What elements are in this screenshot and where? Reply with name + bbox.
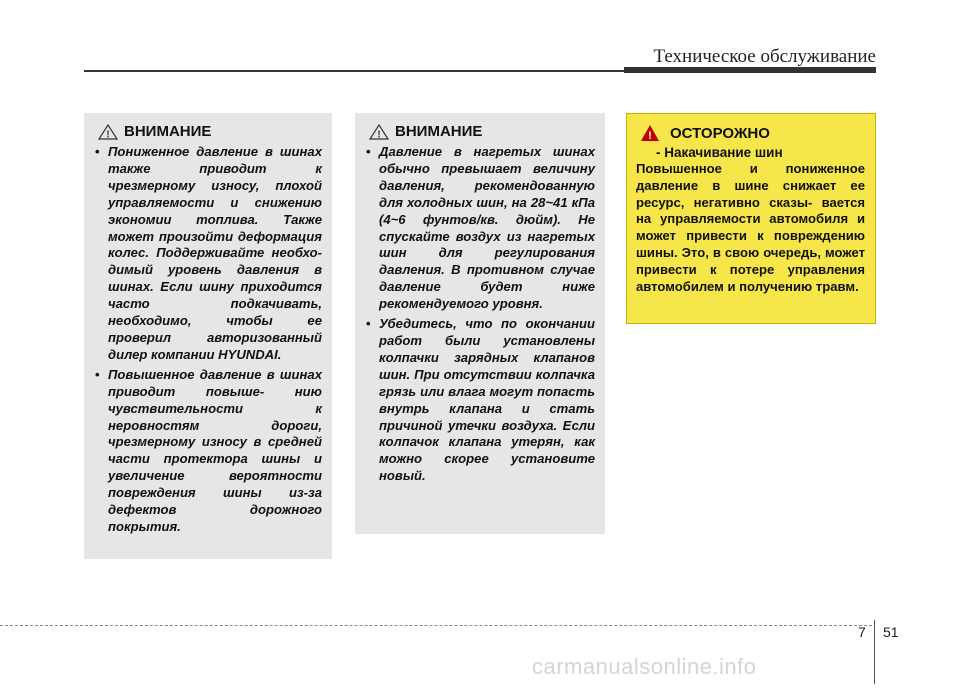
- warning-heading: [98, 123, 322, 140]
- caution-body: Повышенное и пониженное давление в шине снижает ее ресурс, негативно сказы- вается на управляемости автомобиля и может привести к повреждению шины. Это, в свою очередь, может привести к потере управления автомобилем и получению травм.: [636, 161, 865, 294]
- list-item: • Убедитесь, что по окончании работ были установлены колпачки зарядных клапанов шин. При отсутствии колпачка грязь или влага могут попасть внутрь клапана и стать причиной утечки воздуха. Если колпачок клапана утерян, как можно скорее установите новый.: [366, 316, 595, 485]
- page-number: 51: [883, 624, 899, 640]
- watermark-text: carmanualsonline.info: [532, 654, 757, 679]
- caution-subheading: - Накачивание шин: [656, 145, 783, 160]
- warning-heading-text: ВНИМАНИЕ: [395, 123, 483, 140]
- warning-box-hot-tires: [355, 113, 605, 534]
- warning-box-underinflation: [84, 113, 332, 559]
- warning-triangle-icon: [98, 124, 118, 140]
- warning-list: [95, 144, 322, 536]
- header-rule-thick: [624, 67, 876, 73]
- footer-rule: [0, 625, 872, 626]
- warning-heading: [369, 123, 595, 140]
- warning-heading-text: ВНИМАНИЕ: [124, 123, 212, 140]
- chapter-number: 7: [858, 624, 866, 640]
- page-header-title: Техническое обслуживание: [653, 46, 876, 67]
- caution-heading: [640, 124, 865, 142]
- svg-text:!: !: [377, 129, 381, 140]
- list-item: • Повышенное давление в шинах приводит повыше- нию чувствительности к неровностям дороги, чрезмерному износу в средней части протектора шины и увеличение вероятности повреждения шины из-за дефектов дорожного покрытия.: [95, 367, 322, 536]
- list-item: • Давление в нагретых шинах обычно превышает величину давления, рекомендованную для холодных шин, на 28~41 кПа (4~6 фунтов/кв. дюйм). Не спускайте воздух из нагретых шин для регулирования давления. В противном случае давление будет ниже рекомендуемого уровня.: [366, 144, 595, 313]
- warning-list: [366, 144, 595, 485]
- footer-separator: [874, 620, 875, 684]
- caution-triangle-icon: [640, 124, 660, 142]
- caution-heading-text: ОСТОРОЖНО: [670, 124, 770, 142]
- list-item: • Пониженное давление в шинах также приводит к чрезмерному износу, плохой управляемости и снижению экономии топлива. Также может произойти деформация колес. Поддерживайте необхо- димый уровень давления в шинах. Если шину приходится часто подкачивать, необходимо, чтобы ее проверил авторизованный дилер компании HYUNDAI.: [95, 144, 322, 364]
- svg-text:!: !: [648, 130, 652, 142]
- svg-text:!: !: [106, 129, 110, 140]
- header-rule: [84, 70, 624, 72]
- warning-triangle-icon: [369, 124, 389, 140]
- caution-box-inflation: [626, 113, 876, 324]
